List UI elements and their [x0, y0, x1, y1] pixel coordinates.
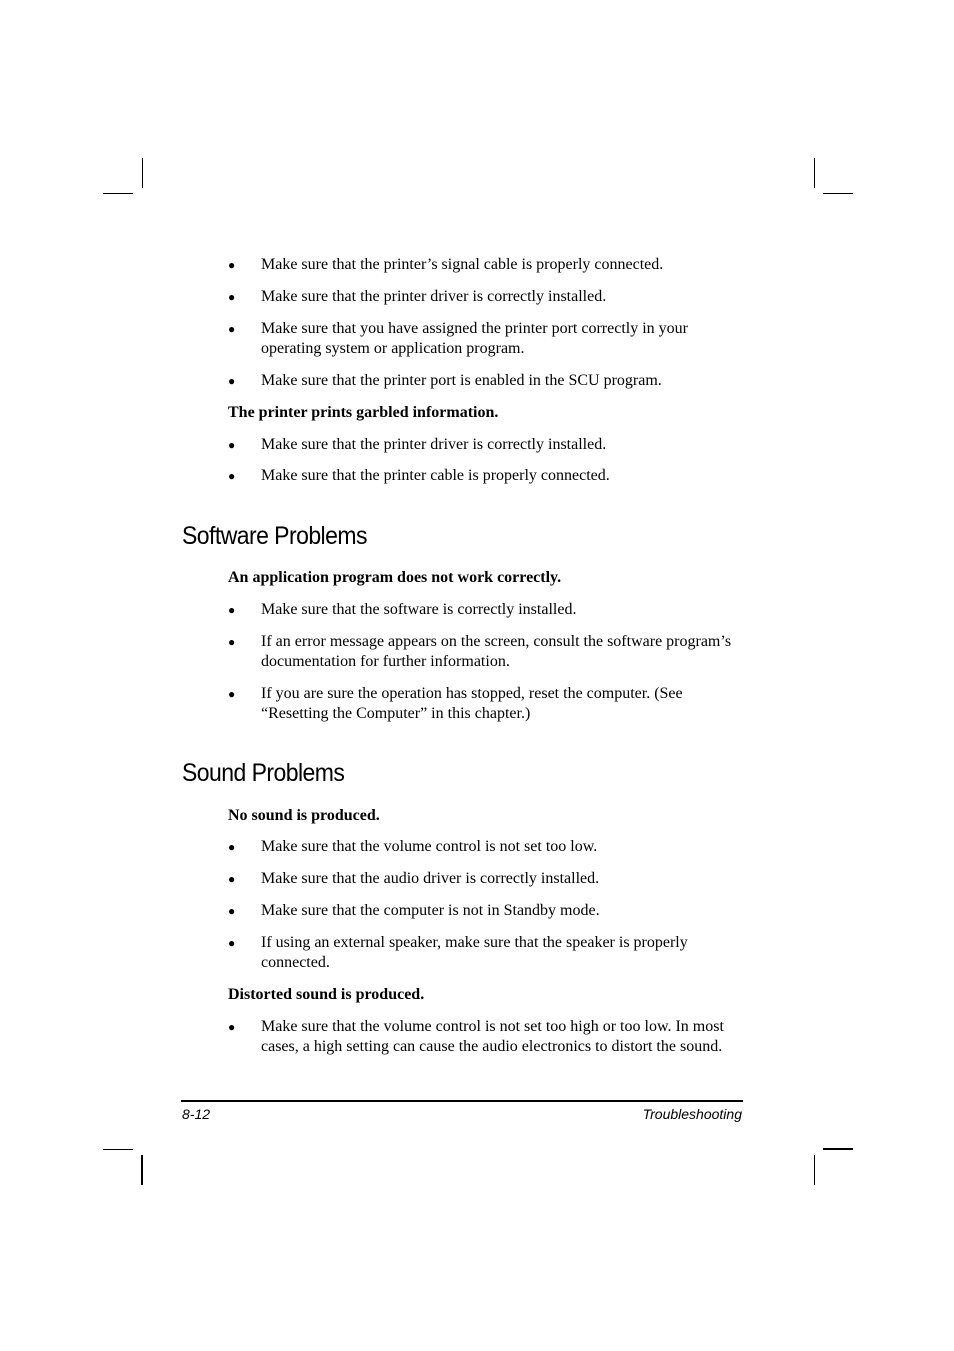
software-subheading: An application program does not work correctly.: [228, 569, 562, 586]
bullet-icon: ●: [228, 374, 236, 388]
bullet-icon: ●: [228, 322, 236, 336]
list-item-text: Make sure that the volume control is not set too low.: [261, 838, 598, 855]
list-item-text: If using an external speaker, make sure that the speaker is properly connected.: [261, 934, 688, 971]
list-item-text: Make sure that the printer driver is correctly installed.: [261, 288, 607, 305]
bullet-icon: ●: [228, 840, 236, 854]
list-item-text: Make sure that the software is correctly installed.: [261, 601, 577, 618]
footer-rule: [181, 1100, 743, 1102]
list-item-text: Make sure that the printer port is enabled in the SCU program.: [261, 372, 662, 389]
list-item-text: Make sure that the printer cable is properly connected.: [261, 467, 610, 484]
chapter-title: Troubleshooting: [642, 1106, 742, 1122]
bullet-icon: ●: [228, 438, 236, 452]
list-item-text: Make sure that the audio driver is correctly installed.: [261, 870, 600, 887]
bullet-icon: ●: [228, 635, 236, 649]
bullet-icon: ●: [228, 290, 236, 304]
list-item-text: Make sure that the printer driver is correctly installed.: [261, 436, 607, 453]
bullet-icon: ●: [228, 872, 236, 886]
bullet-icon: ●: [228, 1020, 236, 1034]
bullet-icon: ●: [228, 687, 236, 701]
list-item-text: If an error message appears on the screen, consult the software program’s documentation for further information.: [261, 633, 732, 670]
list-item-text: Make sure that the printer’s signal cable is properly connected.: [261, 256, 664, 273]
list-item-text: If you are sure the operation has stopped, reset the computer. (See “Resetting the Computer” in this chapter.): [261, 685, 683, 722]
bullet-icon: ●: [228, 936, 236, 950]
list-item-text: Make sure that the volume control is not set too high or too low. In most cases, a high setting can cause the audio electronics to distort the sound.: [261, 1018, 724, 1055]
page-number: 8-12: [182, 1106, 211, 1122]
bullet-icon: ●: [228, 469, 236, 483]
bullet-icon: ●: [228, 603, 236, 617]
list-item-text: Make sure that the computer is not in Standby mode.: [261, 902, 600, 919]
list-item-text: Make sure that you have assigned the printer port correctly in your operating system or application program.: [261, 320, 688, 357]
printer-garbled-heading: The printer prints garbled information.: [228, 404, 499, 421]
bullet-icon: ●: [228, 904, 236, 918]
distorted-sound-heading: Distorted sound is produced.: [228, 986, 425, 1003]
bullet-icon: ●: [228, 258, 236, 272]
section-title-software: Software Problems: [182, 522, 367, 550]
no-sound-heading: No sound is produced.: [228, 807, 380, 824]
section-title-sound: Sound Problems: [182, 759, 345, 787]
